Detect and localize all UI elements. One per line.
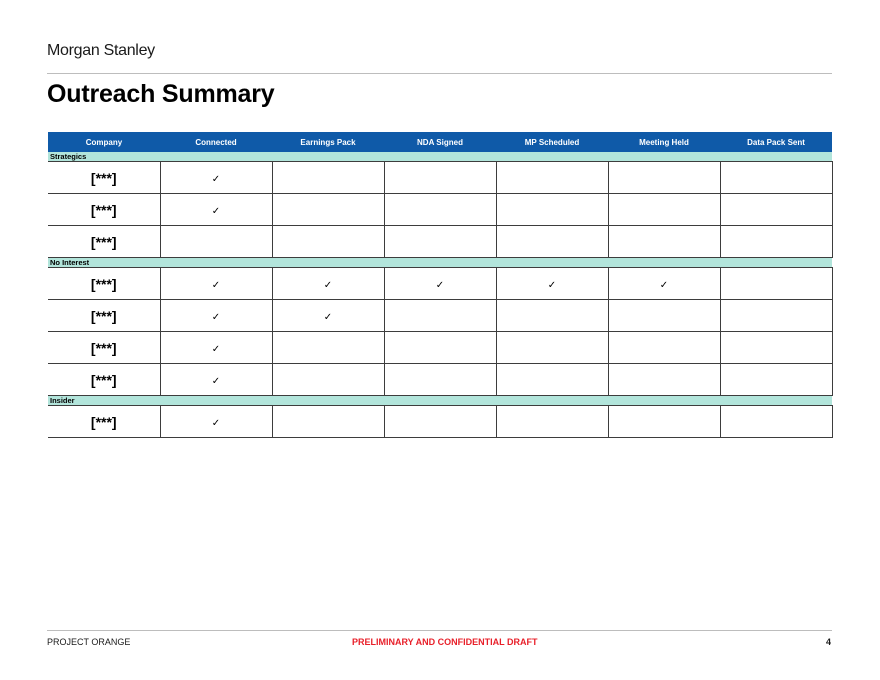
footer-divider [47,630,832,631]
status-cell [608,300,720,332]
table-row [48,300,832,332]
status-cell [496,406,608,438]
status-cell [384,364,496,396]
status-cell [496,300,608,332]
status-cell [272,364,384,396]
checkmark-icon: ✓ [323,311,333,323]
table-row [48,162,832,194]
status-cell [160,194,272,226]
status-cell [160,406,272,438]
checkmark-icon: ✓ [211,417,221,429]
column-header-connected: Connected [160,132,272,152]
checkmark-icon: ✓ [211,311,221,323]
table-row [48,406,832,438]
status-cell [160,300,272,332]
status-cell [720,406,832,438]
status-cell [720,364,832,396]
status-cell [496,268,608,300]
status-cell [608,332,720,364]
status-cell [496,226,608,258]
checkmark-icon: ✓ [211,173,221,185]
header-divider [47,73,832,74]
status-cell [272,268,384,300]
status-cell [496,332,608,364]
morgan-stanley-logo: Morgan Stanley [47,42,155,59]
outreach-table [48,132,833,438]
status-cell [720,226,832,258]
section-label: No Interest [48,258,832,268]
company-name-cell: [***] [48,300,160,332]
status-cell [272,194,384,226]
status-cell [384,162,496,194]
checkmark-icon: ✓ [547,279,557,291]
company-name-cell: [***] [48,332,160,364]
status-cell [496,364,608,396]
status-cell [272,162,384,194]
table-row [48,364,832,396]
status-cell [384,268,496,300]
footer-confidential-notice: PRELIMINARY AND CONFIDENTIAL DRAFT [352,637,538,647]
status-cell [160,332,272,364]
column-header-mp-scheduled: MP Scheduled [496,132,608,152]
company-name-cell: [***] [48,406,160,438]
footer-page-number: 4 [826,637,832,647]
status-cell [720,300,832,332]
status-cell [384,332,496,364]
section-row [48,396,832,406]
checkmark-icon: ✓ [659,279,669,291]
status-cell [384,226,496,258]
status-cell [160,268,272,300]
section-row [48,152,832,162]
checkmark-icon: ✓ [211,205,221,217]
company-name-cell: [***] [48,364,160,396]
status-cell [720,162,832,194]
status-cell [160,364,272,396]
section-label: Insider [48,396,832,406]
table-row [48,332,832,364]
checkmark-icon: ✓ [211,343,221,355]
status-cell [496,162,608,194]
checkmark-icon: ✓ [211,279,221,291]
company-name-cell: [***] [48,194,160,226]
status-cell [608,162,720,194]
status-cell [160,226,272,258]
status-cell [384,194,496,226]
checkmark-icon: ✓ [323,279,333,291]
status-cell [720,268,832,300]
status-cell [608,268,720,300]
status-cell [608,406,720,438]
status-cell [720,332,832,364]
table-row [48,268,832,300]
status-cell [272,332,384,364]
footer-project-name: PROJECT ORANGE [47,637,131,647]
status-cell [608,364,720,396]
table-body [48,152,832,438]
column-header-meeting-held: Meeting Held [608,132,720,152]
checkmark-icon: ✓ [211,375,221,387]
status-cell [384,300,496,332]
table-header-row [48,132,832,152]
status-cell [160,162,272,194]
section-row [48,258,832,268]
column-header-company: Company [48,132,160,152]
section-label: Strategics [48,152,832,162]
status-cell [608,194,720,226]
status-cell [272,226,384,258]
column-header-data-pack-sent: Data Pack Sent [720,132,832,152]
status-cell [608,226,720,258]
status-cell [384,406,496,438]
status-cell [272,406,384,438]
column-header-earnings-pack: Earnings Pack [272,132,384,152]
company-name-cell: [***] [48,268,160,300]
table-row [48,194,832,226]
status-cell [272,300,384,332]
company-name-cell: [***] [48,226,160,258]
checkmark-icon: ✓ [435,279,445,291]
company-name-cell: [***] [48,162,160,194]
status-cell [496,194,608,226]
status-cell [720,194,832,226]
page-title: Outreach Summary [47,80,275,108]
table-row [48,226,832,258]
column-header-nda-signed: NDA Signed [384,132,496,152]
